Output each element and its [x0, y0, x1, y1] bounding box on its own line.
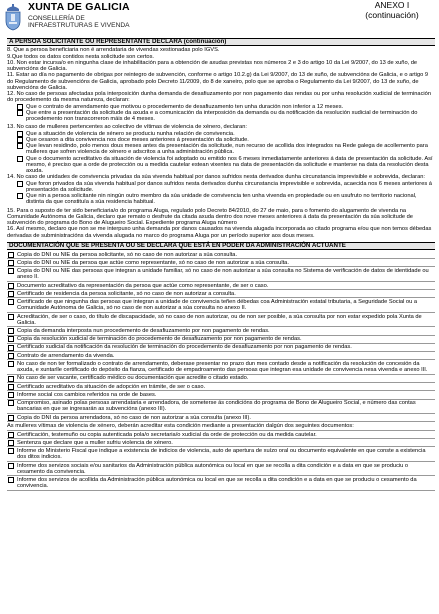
checkbox[interactable]: [8, 252, 14, 258]
checkbox[interactable]: [8, 432, 14, 438]
checkbox[interactable]: [8, 440, 14, 446]
doc-text: Informe do Ministerio Fiscal que indique a existencia de indicios de violencia, auto de apertura de xuízo oral ou documento equivalente en que conste a existencia dos ditos indicios.: [17, 448, 426, 461]
doc-text: Informe dos servizos de acollida da Administración pública autonómica ou local en que se recolla a dita condición e a data en que se produciu o cesamento da convivencia.: [17, 477, 417, 490]
doc-text: Acreditación, de ser o caso, do título de discapacidade, só no caso de non autorizar, ou de non ser posible, a súa consulta por non estar expedido pola Xunta de Galicia.: [17, 313, 422, 326]
doc-item: [7, 259, 435, 267]
declaration-item-10: 10. Non estar incursa/o en ningunha clase de inhabilitación para a obtención de axudas previstas nos números 2 e 3 do artigo 10 da Lei 9/2007, do 13 de xuño, de subvencións de Galicia.: [7, 59, 418, 72]
section-a-title: A PERSOA SOLICITANTE OU REPRESENTANTE DECLARA (continuación): [7, 38, 435, 46]
annex-number: ANEXO I: [374, 0, 410, 10]
checkbox[interactable]: [8, 415, 14, 421]
checkbox[interactable]: [8, 345, 14, 351]
doc-item: [7, 251, 435, 259]
doc-item: [7, 400, 435, 414]
doc-item: [7, 383, 435, 391]
doc-item: [7, 327, 435, 335]
doc-text: Sentenza que declare que a muller sufriu violencia de xénero.: [17, 439, 173, 446]
checkbox[interactable]: [8, 336, 14, 342]
option-text: Que o documento acreditativo da situación de violencia foi adoptado ou emitido nos 6 meses inmediatamente anteriores á data de presentación da solicitude. Así mesmo, é preciso que a orde de protección ou a medida cautelar estean vixentes na data de presentación da solicitude e manterse na data da resolución desta axuda.: [26, 155, 433, 174]
option-text: Que foron privados da súa vivenda habitual por danos sufridos nesta derivados dunha circunstancia imprevisible e sobrevida, acaecida nos 6 meses anteriores á presentación da solicitude.: [26, 180, 432, 193]
option-text: Que o contrato de arrendamento que motivou o procedemento de desafiuzamento ten unha duración non inferior a 12 meses.: [26, 103, 344, 110]
doc-item: [7, 298, 435, 312]
checkbox[interactable]: [8, 328, 14, 334]
item14-option-1: [7, 181, 435, 194]
declaration-item-13: 13. No caso de mulleres pertencentes ao colectivo de vítimas de violencia de xénero, declaran:: [7, 124, 247, 131]
checkbox[interactable]: [8, 314, 14, 320]
vg-doc-item: [7, 476, 435, 490]
department-line-2: INFRAESTRUTURAS E VIVENDA: [28, 22, 130, 30]
vg-doc-item: [7, 447, 435, 461]
item13-option-4: [7, 156, 435, 175]
doc-text: Certificación, testemuño ou copia autenticada pola/o secretaria/o xudicial da orde de protección ou da medida cautelar.: [17, 431, 317, 438]
checkbox[interactable]: [17, 181, 23, 187]
page-header: [0, 0, 439, 36]
doc-text: Informe social cos cambios referidos na orde de bases.: [17, 391, 157, 398]
doc-text: Copia da demanda interposta nun procedemento de desafiuzamento por non pagamento de rendas.: [17, 327, 270, 334]
checkbox[interactable]: [8, 268, 14, 274]
checkbox[interactable]: [17, 131, 23, 137]
doc-text: Documento acreditativo da representación da persoa que actúe como representante, de ser o caso.: [17, 282, 269, 289]
doc-item: [7, 352, 435, 360]
checkbox[interactable]: [8, 353, 14, 359]
item13-option-3: [7, 143, 435, 156]
declaration-item-9: 9.Que todos os datos contidos nesta solicitude son certos.: [7, 53, 155, 60]
declaration-item-15: 15. Para o suposto de ter sido beneficiaria/o do programa Aluga, regulado polo Decreto 84/2010, do 27 de maio, para o fomento do alugamento de vivenda na Comunidade Autónoma de Galicia, declaro que remato o desfrute da citada axuda dentro dos nove meses anteriores á data da presentación da súa solicitude de subvención do programa do Bono de Alugueiro Social. Expediente programa Aluga número: [7, 207, 413, 226]
doc-text: Copia do DNI ou NIE da persoa solicitante, só no caso de non autorizar a súa consulta.: [17, 251, 238, 258]
department-name: [28, 15, 130, 30]
annex-subtitle: (continuación): [365, 9, 419, 20]
declaration-item-14: 14. No caso de unidades de convivencia privadas da súa vivenda habitual por danos sufridos nesta derivados dunha circunstancia imprevisible e sobrevida, declaran:: [7, 174, 425, 181]
checkbox[interactable]: [8, 299, 14, 305]
doc-item: [7, 360, 435, 374]
checkbox[interactable]: [8, 376, 14, 382]
checkbox[interactable]: [17, 137, 23, 143]
doc-text: Certificado de que ningunha das persoas que integran a unidade de convivencia teñen débedas coa Administración estatal tributaria, a Seguridade Social ou a Comunidade Autónoma de Galicia, só no caso de non autorizar a súa consulta no anexo II.: [17, 299, 417, 312]
option-text: Que nin a persoa solicitante nin ningún outro membro da súa unidade de convivencia ten unha vivenda en propiedade ou en usufruto no territorio nacional, distinta da que constituía a súa residencia habitual.: [26, 193, 417, 206]
option-text: Que entre a presentación da solicitude da axuda e a comunicación da interposición da demanda ou da notificación da resolución xudicial de terminación do procedemento non transcorreron máis de 4 meses.: [26, 109, 418, 122]
doc-text: Copia do DNI da persoa arrendadora, só no caso de non autorizar a súa consulta (anexo III).: [17, 414, 251, 421]
checkbox[interactable]: [8, 361, 14, 367]
doc-text: Certificado xudicial da notificación da resolución de terminación do procedemento de desafiuzamento por non pagamento de rendas.: [17, 344, 352, 351]
checkbox[interactable]: [8, 384, 14, 390]
declaration-item-8: 8. Que a persoa beneficiaria non é arrendataria de vivendas xestionadas polo IGVS.: [7, 47, 220, 54]
option-text: Que cesaron a dita convivencia nos doce meses anteriores á presentación da solicitude.: [26, 136, 249, 143]
checkbox[interactable]: [17, 110, 23, 116]
doc-text: Copia do DNI ou NIE das persoas que integran a unidade familiar, só no caso de non autorizar a súa consulta no Sistema de verificación de datos de identidade ou anexo II.: [17, 268, 429, 281]
doc-text: Contrato de arrendamento da vivenda.: [17, 352, 115, 359]
doc-item: [7, 344, 435, 352]
checkbox[interactable]: [17, 193, 23, 199]
form-content: [7, 38, 435, 491]
galicia-coat-of-arms-icon: [3, 3, 23, 31]
checkbox[interactable]: [8, 463, 14, 469]
vg-doc-item: [7, 462, 435, 476]
doc-item: [7, 313, 435, 327]
checkbox[interactable]: [17, 143, 23, 149]
org-name: XUNTA DE GALICIA: [28, 1, 130, 13]
declaration-item-11: 11. Estar ao día no pagamento de obrigas por reintegro de subvención, conforme o artigo 10.2.g) da Lei 9/2007, do 13 de xuño, de subvencións de Galicia, e o artigo 9 do Regulamento de subvencións de Galicia, aprobado polo Decreto 11/2009, do 8 de xaneiro, polo que se aproba o Regulamento da Lei 9/2007, do 13 de xuño, de subvencións de Galicia.: [7, 72, 429, 91]
option-text: Que levan residindo, polo menos dous meses antes da presentación da solicitude, nun recurso de acollida dos integrados na Rede galega de acollemento para mulleres que sofren violencia de xénero e adscritos a unha administración pública.: [26, 143, 428, 156]
checkbox[interactable]: [8, 291, 14, 297]
doc-item: [7, 282, 435, 290]
doc-text: Copia do DNI ou NIE da persoa que actúe como representante, só no caso de non autorizar a súa consulta.: [17, 259, 289, 266]
doc-text: No caso de non ter formalizado o contrato de arrendamento, deberase presentar no prazo dun mes contado desde a notificación da resolución de concesión da axuda, e xuntarlle certificado do depósito da fianza, certificado de empadroamento das persoas que integran esa unidade de convivencia nesa vivenda e anexo III.: [17, 360, 428, 374]
vg-doc-item: [7, 431, 435, 439]
vg-doc-item: [7, 439, 435, 447]
doc-text: Certificado de residencia da persoa solicitante, só no caso de non autorizar a consulta.: [17, 290, 236, 297]
doc-item: [7, 336, 435, 344]
item12-option-2: [7, 110, 435, 123]
checkbox[interactable]: [8, 448, 14, 454]
doc-item: [7, 414, 435, 422]
option-text: Que a situación de violencia de xénero se produciu nunha relación de convivencia.: [26, 130, 235, 137]
declaration-item-12: 12. No caso de persoas afectadas pola interposición dunha demanda de desafiuzamento por non pagamento das rendas ou por unha resolución xudicial de terminación do procedemento da mesma natureza, declaran:: [7, 91, 431, 104]
doc-item: [7, 391, 435, 399]
doc-text: Compromiso, asinado polas persoas arrendataria e arrendadora, de someterse ás condicións do programa de Bono de Alugueiro Social, e número das contas bancarias en que se ingresarán as subvencións (anexo III).: [17, 400, 416, 413]
gender-violence-intro: As mulleres vítimas de violencia de xénero, deberán acreditar esta condición mediante a presentación dalgún dos seguintes documentos:: [7, 422, 435, 431]
doc-item: [7, 267, 435, 281]
checkbox[interactable]: [17, 156, 23, 162]
department-line-1: CONSELLERÍA DE: [28, 15, 85, 22]
doc-item: [7, 290, 435, 298]
documentation-section-title: DOCUMENTACIÓN QUE SE PRESENTA OU SE DECLARA QUE ESTÁ EN PODER DA ADMINISTRACIÓN ACTUANTE: [7, 242, 435, 250]
checkbox[interactable]: [8, 477, 14, 483]
checkbox[interactable]: [8, 260, 14, 266]
declaration-item-16: 16. Así mesmo, declaro que non se me interpuxo unha demanda por danos causados na vivenda alugada incorporada ao citado programa e/ou que non temos débedas derivadas de subministracións da vivenda alugada no marco do programa Aluga por un período superior aos dous meses.: [7, 226, 432, 239]
doc-text: Informe dos servizos sociais e/ou sanitarios da Administración pública autonómica ou local en que se recolla a dita condición e a data en que se produciu o cesamento da convivencia.: [17, 462, 409, 475]
checkbox[interactable]: [8, 392, 14, 398]
doc-text: Copia da resolución xudicial de terminación do procedemento de desafiuzamento por non pagamento de rendas.: [17, 336, 302, 343]
checkbox[interactable]: [17, 104, 23, 110]
doc-item: [7, 375, 435, 383]
checkbox[interactable]: [8, 283, 14, 289]
annex-title: [348, 1, 436, 20]
doc-text: Certificado acreditativo da situación de adopción en trámite, de ser o caso.: [17, 383, 206, 390]
checkbox[interactable]: [8, 400, 14, 406]
item14-option-2: [7, 193, 435, 206]
doc-text: No caso de ser vacante, certificado médico ou documentación que acredite o citado estado.: [17, 375, 249, 382]
